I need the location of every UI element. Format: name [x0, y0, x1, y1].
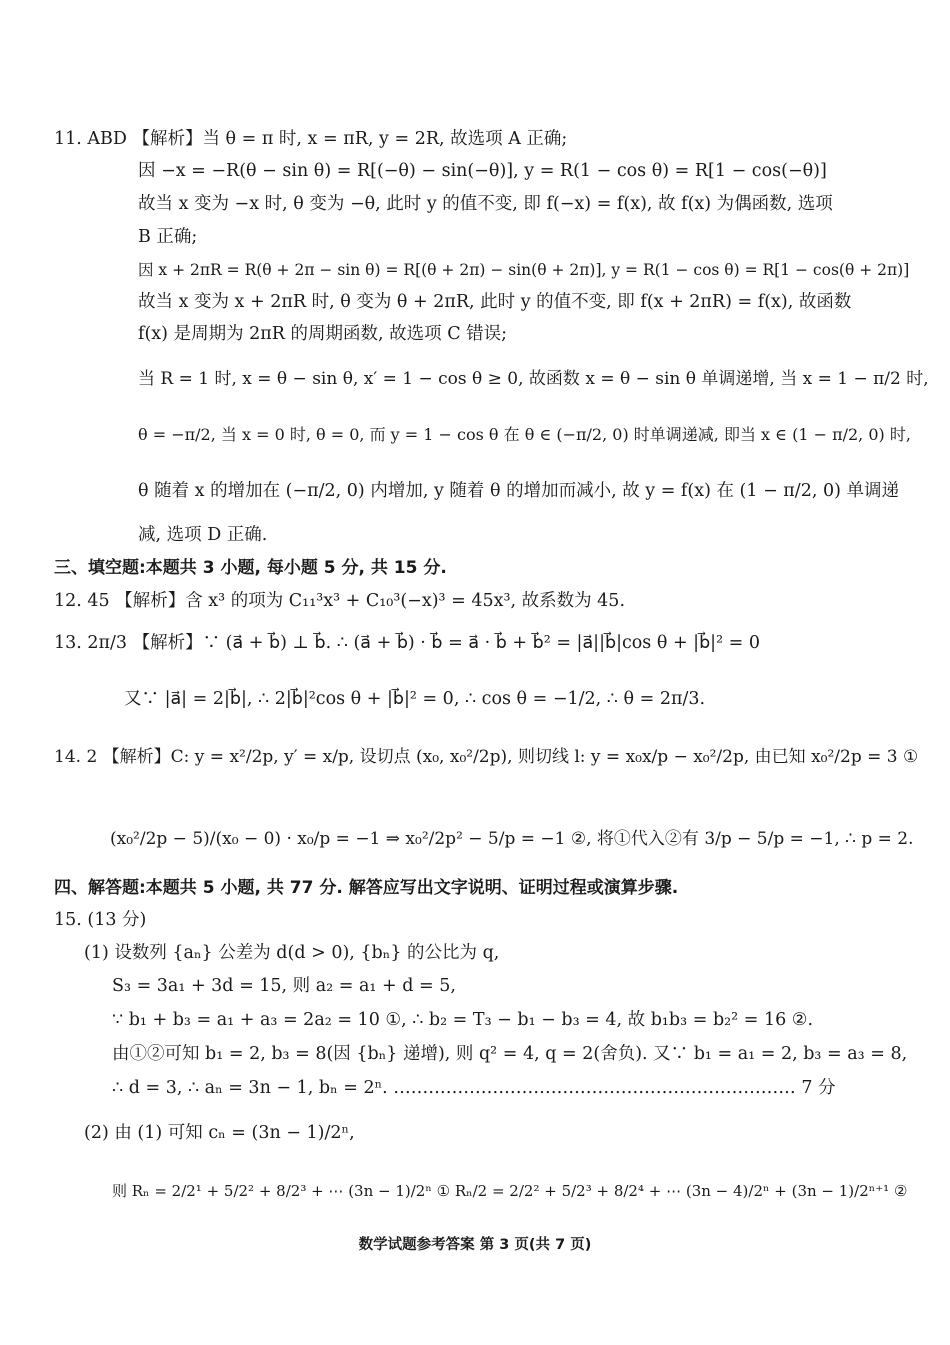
q15-part1-line-3: ∵ b₁ + b₃ = a₁ + a₃ = 2a₂ = 10 ①, ∴ b₂ = T₃ − b₁ − b₃ = 4, 故 b₁b₃ = b₂² = 16 ②. — [112, 1010, 814, 1030]
q11-line-4: B 正确; — [138, 227, 198, 247]
q14-answer-cont: (x₀²/2p − 5)/(x₀ − 0) · x₀/p = −1 ⇒ x₀²/2p² − 5/p = −1 ②, 将①代入②有 3/p − 5/p = −1, ∴ p = 2. — [110, 829, 914, 849]
page-footer: 数学试题参考答案 第 3 页(共 7 页) — [358, 1237, 592, 1253]
q14-answer: 14. 2 【解析】C: y = x²/2p, y′ = x/p, 设切点 (x₀, x₀²/2p), 则切线 l: y = x₀x/p − x₀²/2p, 由已知 x₀²/2p = 3 ① — [54, 747, 919, 767]
q15-part2-line-2: 则 Rₙ = 2/2¹ + 5/2² + 8/2³ + ⋯ (3n − 1)/2ⁿ ① Rₙ/2 = 2/2² + 5/2³ + 8/2⁴ + ⋯ (3n − 4)/2ⁿ + (3n − 1)/2ⁿ⁺¹ ② — [112, 1182, 908, 1200]
q11-line-7: f(x) 是周期为 2πR 的周期函数, 故选项 C 错误; — [138, 324, 508, 344]
q15-title: 15. (13 分) — [54, 910, 147, 930]
q15-part1-line-2: S₃ = 3a₁ + 3d = 15, 则 a₂ = a₁ + d = 5, — [112, 976, 456, 996]
section-heading-fill-in: 三、填空题:本题共 3 小题, 每小题 5 分, 共 15 分. — [54, 558, 447, 578]
q11-line-6: 故当 x 变为 x + 2πR 时, θ 变为 θ + 2πR, 此时 y 的值不变, 即 f(x + 2πR) = f(x), 故函数 — [138, 292, 852, 312]
section-heading-solutions: 四、解答题:本题共 5 小题, 共 77 分. 解答应写出文字说明、证明过程或演算步骤. — [54, 878, 679, 898]
q13-answer-cont: 又∵ |a⃗| = 2|b⃗|, ∴ 2|b⃗|²cos θ + |b⃗|² = 0, ∴ cos θ = −1/2, ∴ θ = 2π/3. — [124, 689, 706, 709]
q11-line-9: θ = −π/2, 当 x = 0 时, θ = 0, 而 y = 1 − cos θ 在 θ ∈ (−π/2, 0) 时单调递减, 即当 x ∈ (1 − π/2, 0) 时, — [138, 425, 911, 444]
q11-line-8: 当 R = 1 时, x = θ − sin θ, x′ = 1 − cos θ ≥ 0, 故函数 x = θ − sin θ 单调递增, 当 x = 1 − π/2 时, — [138, 369, 929, 389]
q11-line-2: 因 −x = −R(θ − sin θ) = R[(−θ) − sin(−θ)], y = R(1 − cos θ) = R[1 − cos(−θ)] — [138, 161, 827, 181]
q12-answer: 12. 45 【解析】含 x³ 的项为 C₁₁³x³ + C₁₀³(−x)³ = 45x³, 故系数为 45. — [54, 591, 626, 611]
q11-line-3: 故当 x 变为 −x 时, θ 变为 −θ, 此时 y 的值不变, 即 f(−x) = f(x), 故 f(x) 为偶函数, 选项 — [138, 194, 833, 214]
q15-part1-line-5: ∴ d = 3, ∴ aₙ = 3n − 1, bₙ = 2ⁿ. …………………………………………………………… 7 分 — [112, 1078, 836, 1098]
q11-line-1: 11. ABD 【解析】当 θ = π 时, x = πR, y = 2R, 故选项 A 正确; — [54, 129, 568, 149]
q11-line-5: 因 x + 2πR = R(θ + 2π − sin θ) = R[(θ + 2π) − sin(θ + 2π)], y = R(1 − cos θ) = R[1 − cos(θ + 2π)] — [138, 261, 910, 279]
q15-part1-line-1: (1) 设数列 {aₙ} 公差为 d(d > 0), {bₙ} 的公比为 q, — [84, 943, 500, 963]
q15-part2-line-1: (2) 由 (1) 可知 cₙ = (3n − 1)/2ⁿ, — [84, 1123, 355, 1143]
q15-part1-line-4: 由①②可知 b₁ = 2, b₃ = 8(因 {bₙ} 递增), 则 q² = 4, q = 2(舍负). 又∵ b₁ = a₁ = 2, b₃ = a₃ = 8, — [112, 1044, 908, 1064]
q11-line-11: 减, 选项 D 正确. — [138, 525, 268, 545]
q11-line-10: θ 随着 x 的增加在 (−π/2, 0) 内增加, y 随着 θ 的增加而减小, 故 y = f(x) 在 (1 − π/2, 0) 单调递 — [138, 481, 899, 501]
q13-answer: 13. 2π/3 【解析】∵ (a⃗ + b⃗) ⊥ b⃗. ∴ (a⃗ + b⃗) · b⃗ = a⃗ · b⃗ + b⃗² = |a⃗||b⃗|cos θ + |b⃗|² = 0 — [54, 633, 761, 653]
